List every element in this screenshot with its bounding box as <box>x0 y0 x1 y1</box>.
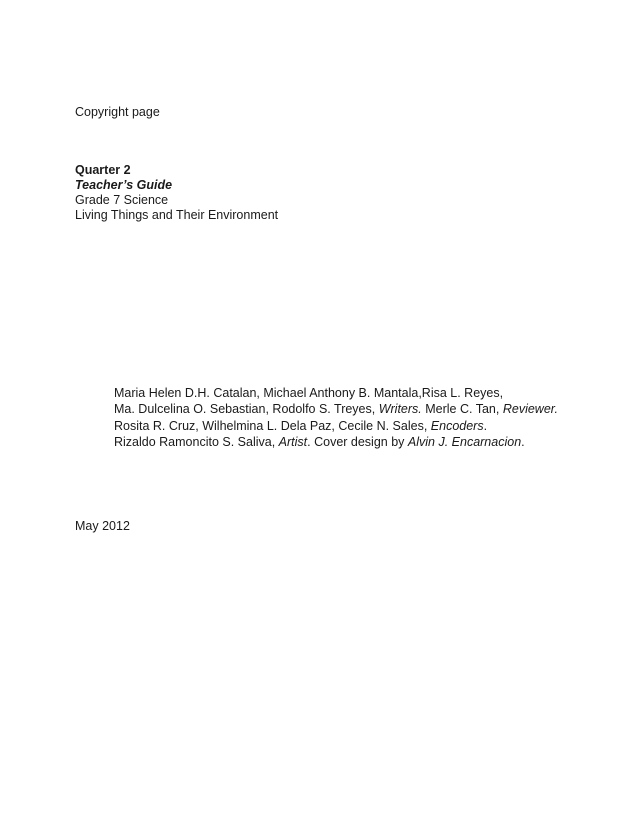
artist-name: Rizaldo Ramoncito S. Saliva, <box>114 435 279 449</box>
cover-design-text: . Cover design by <box>307 435 408 449</box>
guide-title: Teacher’s Guide <box>75 178 173 192</box>
reviewer-name: Merle C. Tan, <box>421 402 503 416</box>
copyright-page-label: Copyright page <box>75 105 160 119</box>
unit-title: Living Things and Their Environment <box>75 208 279 222</box>
quarter-heading: Quarter 2 <box>75 163 131 177</box>
writers-names: Ma. Dulcelina O. Sebastian, Rodolfo S. Treyes, <box>114 402 379 416</box>
cover-designer-name: Alvin J. Encarnacion <box>407 435 522 449</box>
encoders-role: Encoders <box>430 419 484 433</box>
writers-role: Writers. <box>378 402 422 416</box>
encoders-names: Rosita R. Cruz, Wilhelmina L. Dela Paz, Cecile N. Sales, <box>114 419 431 433</box>
publication-date: May 2012 <box>75 519 130 533</box>
credits-line-4 <box>114 434 525 450</box>
encoders-period: . <box>483 419 488 433</box>
cover-design-period: . <box>521 435 525 449</box>
credits-line-2 <box>114 401 558 417</box>
credits-line-3 <box>114 418 487 434</box>
grade-subject: Grade 7 Science <box>75 193 169 207</box>
credits-line-1: Maria Helen D.H. Catalan, Michael Anthony B. Mantala,Risa L. Reyes, <box>114 386 504 400</box>
artist-role: Artist <box>278 435 308 449</box>
reviewer-role: Reviewer. <box>502 402 558 416</box>
